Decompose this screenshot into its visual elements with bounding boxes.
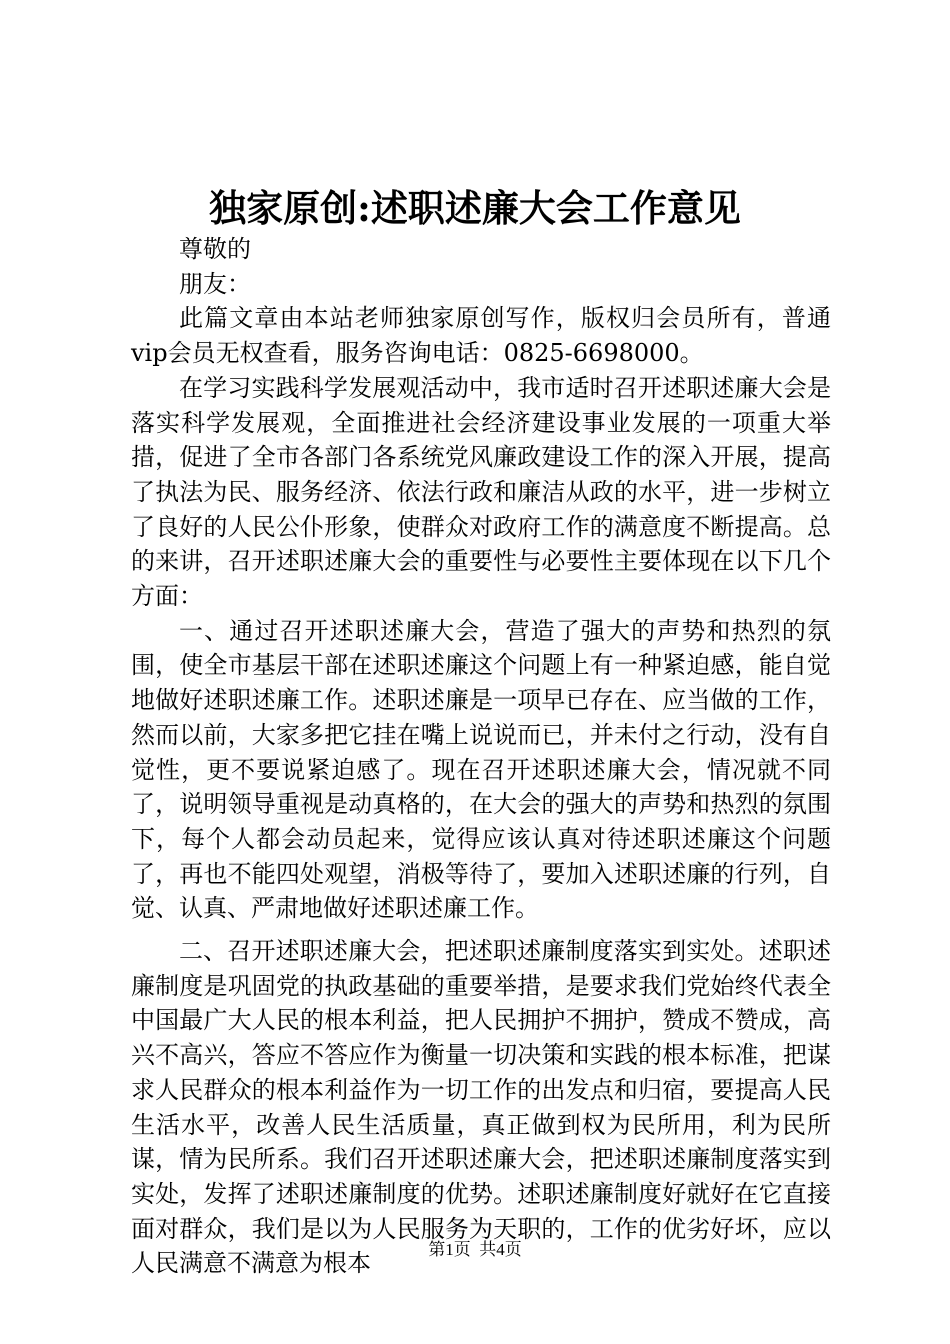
page-current: 1 [445, 1240, 454, 1259]
document-body [131, 232, 831, 1281]
page-total: 4 [496, 1240, 505, 1259]
page-suffix: 页 [504, 1240, 522, 1259]
paragraph-point-two: 二、召开述职述廉大会，把述职述廉制度落实到实处。述职述廉制度是巩固党的执政基础的重要举措，是要求我们党始终代表全中国最广大人民的根本利益，把人民拥护不拥护，赞成不赞成，高兴不高兴，答应不答应作为衡量一切决策和实践的根本标准，把谋求人民群众的根本利益作为一切工作的出发点和归宿，要提高人民生活水平，改善人民生活质量，真正做到权为民所用，利为民所谋，情为民所系。我们召开述职述廉大会，把述职述廉制度落实到实处，发挥了述职述廉制度的优势。述职述廉制度好就好在它直接面对群众，我们是以为人民服务为天职的，工作的优劣好坏，应以人民满意不满意为根本 [131, 937, 831, 1278]
paragraph-notice: 此篇文章由本站老师独家原创写作，版权归会员所有，普通vip会员无权查看，服务咨询电话：0825-6698000。 [131, 304, 831, 368]
page-footer [0, 1239, 950, 1261]
paragraph-intro: 在学习实践科学发展观活动中，我市适时召开述职述廉大会是落实科学发展观，全面推进社会经济建设事业发展的一项重大举措，促进了全市各部门各系统党风廉政建设工作的深入开展，提高了执法为民、服务经济、依法行政和廉洁从政的水平，进一步树立了良好的人民公仆形象，使群众对政府工作的满意度不断提高。总的来讲，召开述职述廉大会的重要性与必要性主要体现在以下几个方面： [131, 373, 831, 611]
document-title: 独家原创:述职述廉大会工作意见 [209, 186, 741, 230]
paragraph-point-one: 一、通过召开述职述廉大会，营造了强大的声势和热烈的氛围，使全市基层干部在述职述廉这个问题上有一种紧迫感，能自觉地做好述职述廉工作。述职述廉是一项早已存在、应当做的工作，然而以前，大家多把它挂在嘴上说说而已，并未付之行动，没有自觉性，更不要说紧迫感了。现在召开述职述廉大会，情况就不同了，说明领导重视是动真格的，在大会的强大的声势和热烈的氛围下，每个人都会动员起来，觉得应该认真对待述职述廉这个问题了，再也不能四处观望，消极等待了，要加入述职述廉的行列，自觉、认真、严肃地做好述职述廉工作。 [131, 616, 831, 923]
page-prefix: 第 [428, 1240, 446, 1259]
salutation-line-2: 朋友： [179, 269, 251, 298]
salutation-line-1: 尊敬的 [179, 235, 251, 263]
page-mid: 页 共 [453, 1240, 497, 1259]
